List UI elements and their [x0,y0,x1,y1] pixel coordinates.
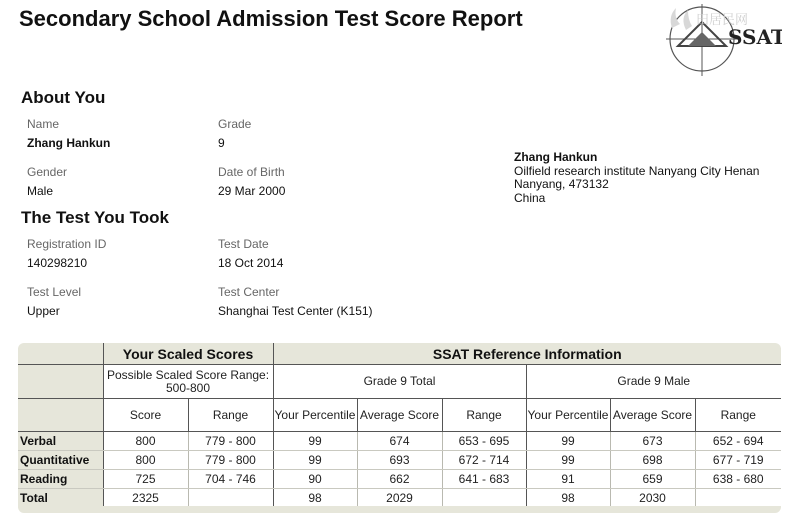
col-percentile-male: Your Percentile [526,399,610,432]
header-corner-2 [18,365,103,399]
cell-range-total: 672 - 714 [442,451,526,470]
test-level-value: Upper [27,304,60,318]
svg-text:SSAT: SSAT [728,25,782,49]
address-line-3: China [514,190,546,205]
cell-percentile-male: 99 [526,451,610,470]
address-line-2: Nanyang, 473132 [514,177,609,191]
cell-average-male: 673 [610,432,695,451]
cell-range: 779 - 800 [188,432,273,451]
mailing-address [514,151,759,205]
cell-average-total: 674 [357,432,442,451]
cell-range-male: 638 - 680 [695,470,781,489]
watermark-text: 田居民网 [696,12,749,27]
table-row [18,470,781,489]
scores-table-panel [18,343,781,513]
col-average-male: Average Score [610,399,695,432]
col-range-total: Range [442,399,526,432]
registration-value: 140298210 [27,256,88,270]
cell-average-total: 693 [357,451,442,470]
total-percentile-total: 98 [273,489,357,507]
possible-range-note: Possible Scaled Score Range: 500-800 [103,365,273,399]
grade-value: 9 [218,136,225,150]
dob-value: 29 Mar 2000 [218,184,286,198]
cell-range: 779 - 800 [188,451,273,470]
header-corner [18,343,103,365]
cell-average-male: 659 [610,470,695,489]
test-center-value: Shanghai Test Center (K151) [218,304,373,318]
address-name: Zhang Hankun [514,150,598,164]
test-heading: The Test You Took [21,208,169,227]
test-center-label: Test Center [218,285,280,299]
cell-percentile-total: 99 [273,451,357,470]
header-corner-3 [18,399,103,432]
row-label: Verbal [18,432,103,451]
cell-range-total: 641 - 683 [442,470,526,489]
col-range-male: Range [695,399,781,432]
about-heading: About You [21,88,106,107]
total-score: 2325 [103,489,188,507]
table-row [18,451,781,470]
col-average-total: Average Score [357,399,442,432]
total-range-male-empty [695,489,781,507]
cell-average-male: 698 [610,451,695,470]
col-range: Range [188,399,273,432]
cell-score: 800 [103,432,188,451]
gender-label: Gender [27,165,68,179]
row-label: Quantitative [18,451,103,470]
total-label: Total [18,489,103,507]
grade-label: Grade [218,117,252,131]
test-date-value: 18 Oct 2014 [218,256,284,270]
col-score: Score [103,399,188,432]
scaled-scores-header: Your Scaled Scores [103,343,273,365]
test-level-label: Test Level [27,285,82,299]
total-average-male: 2030 [610,489,695,507]
cell-average-total: 662 [357,470,442,489]
cell-percentile-male: 99 [526,432,610,451]
group-grade9-total: Grade 9 Total [273,365,526,399]
gender-value: Male [27,184,54,198]
cell-score: 725 [103,470,188,489]
name-value: Zhang Hankun [27,136,111,150]
table-row [18,432,781,451]
row-label: Reading [18,470,103,489]
cell-score: 800 [103,451,188,470]
cell-range-total: 653 - 695 [442,432,526,451]
total-range-empty [188,489,273,507]
group-grade9-male: Grade 9 Male [526,365,781,399]
cell-percentile-male: 91 [526,470,610,489]
total-range-total-empty [442,489,526,507]
cell-range-male: 652 - 694 [695,432,781,451]
report-title: Secondary School Admission Test Score Report [19,6,523,31]
total-average-total: 2029 [357,489,442,507]
scores-table [18,343,781,506]
total-row [18,489,781,507]
cell-percentile-total: 90 [273,470,357,489]
address-line-1: Oilfield research institute Nanyang City Henan [514,163,760,178]
dob-label: Date of Birth [218,165,285,179]
cell-percentile-total: 99 [273,432,357,451]
col-percentile-total: Your Percentile [273,399,357,432]
name-label: Name [27,117,60,131]
registration-label: Registration ID [27,237,107,251]
test-date-label: Test Date [218,237,269,251]
cell-range-male: 677 - 719 [695,451,781,470]
total-percentile-male: 98 [526,489,610,507]
cell-range: 704 - 746 [188,470,273,489]
reference-header: SSAT Reference Information [273,343,781,365]
